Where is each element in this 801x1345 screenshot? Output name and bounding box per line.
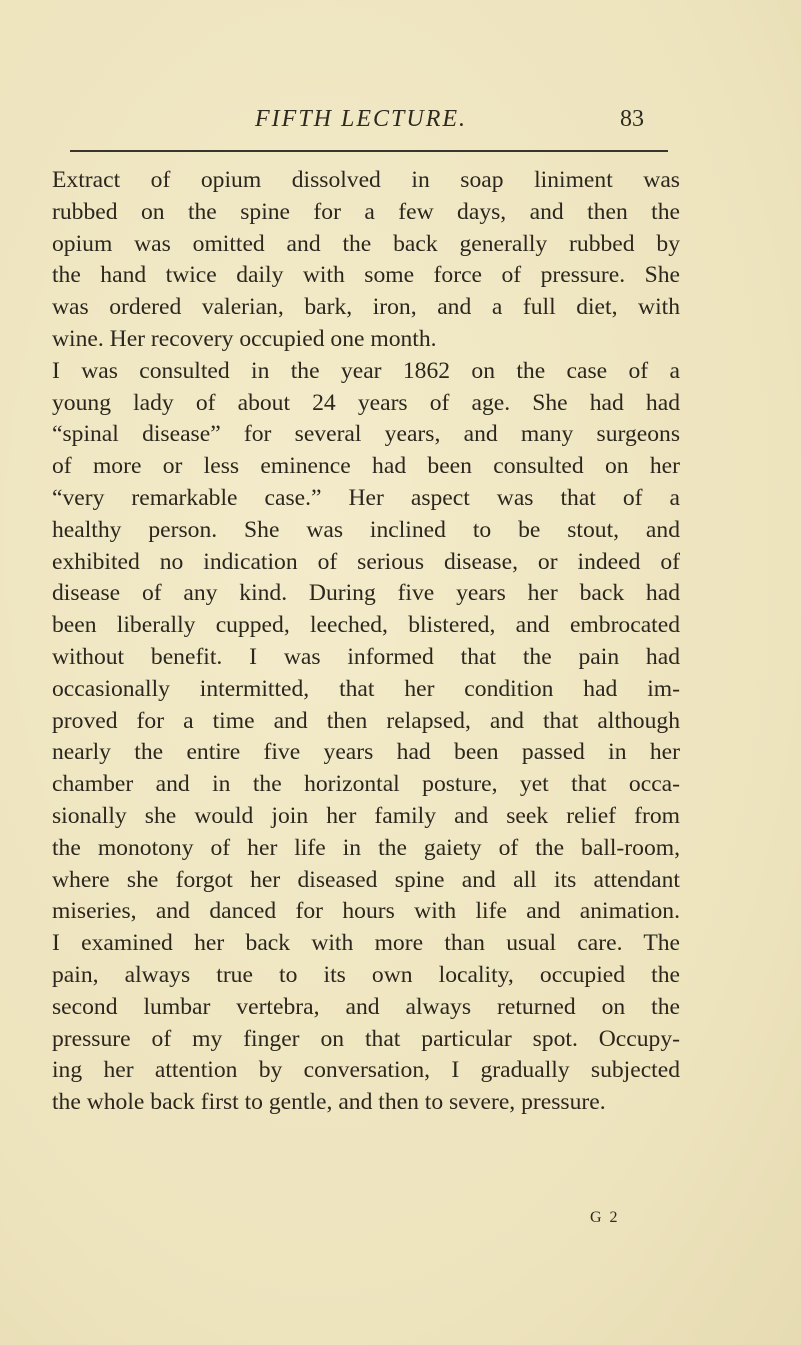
text-line: pressure of my finger on that particular spot. Occupy-	[52, 1025, 680, 1052]
text-line: chamber and in the horizontal posture, yet that occa-	[52, 771, 680, 798]
text-line: sionally she would join her family and seek relief from	[52, 802, 680, 829]
text-line: occasionally intermitted, that her condition had im-	[52, 675, 680, 702]
text-line: was ordered valerian, bark, iron, and a full diet, with	[52, 294, 680, 321]
text-line: I examined her back with more than usual care. The	[52, 930, 680, 957]
text-line: proved for a time and then relapsed, and that although	[52, 707, 680, 734]
text-line: wine. Her recovery occupied one month.	[52, 325, 437, 352]
text-line: opium was omitted and the back generally rubbed by	[52, 230, 680, 257]
text-line: the whole back first to gentle, and then to severe, pressure.	[52, 1089, 606, 1116]
text-line: pain, always true to its own locality, occupied the	[52, 961, 680, 988]
text-line: where she forgot her diseased spine and all its attendant	[52, 866, 680, 893]
text-line: “spinal disease” for several years, and many surgeons	[52, 421, 680, 448]
text-line: the hand twice daily with some force of pressure. She	[52, 262, 680, 289]
text-line: disease of any kind. During five years her back had	[52, 580, 680, 607]
text-line: been liberally cupped, leeched, blistered, and embrocated	[52, 612, 680, 639]
text-line: without benefit. I was informed that the pain had	[52, 643, 680, 670]
running-title: FIFTH LECTURE.	[255, 106, 468, 132]
text-line: rubbed on the spine for a few days, and then the	[52, 198, 680, 225]
text-line: second lumbar vertebra, and always returned on the	[52, 993, 680, 1020]
text-line: of more or less eminence had been consulted on her	[52, 453, 680, 480]
text-line: nearly the entire five years had been passed in her	[52, 739, 680, 766]
signature-mark: G 2	[590, 1209, 620, 1226]
text-line: healthy person. She was inclined to be stout, and	[52, 516, 680, 543]
text-line: exhibited no indication of serious disease, or indeed of	[52, 548, 680, 575]
text-line: ing her attention by conversation, I gradually subjected	[52, 1057, 680, 1084]
header-rule	[70, 150, 668, 152]
text-line: I was consulted in the year 1862 on the case of a	[52, 357, 680, 384]
page-number: 83	[620, 106, 644, 132]
text-line: miseries, and danced for hours with life and animation.	[52, 898, 680, 925]
text-line: young lady of about 24 years of age. She had had	[52, 389, 680, 416]
text-line: “very remarkable case.” Her aspect was that of a	[52, 484, 680, 511]
body-text	[52, 165, 680, 1119]
text-line: the monotony of her life in the gaiety of the ball-room,	[52, 834, 680, 861]
text-line: Extract of opium dissolved in soap liniment was	[52, 167, 680, 193]
